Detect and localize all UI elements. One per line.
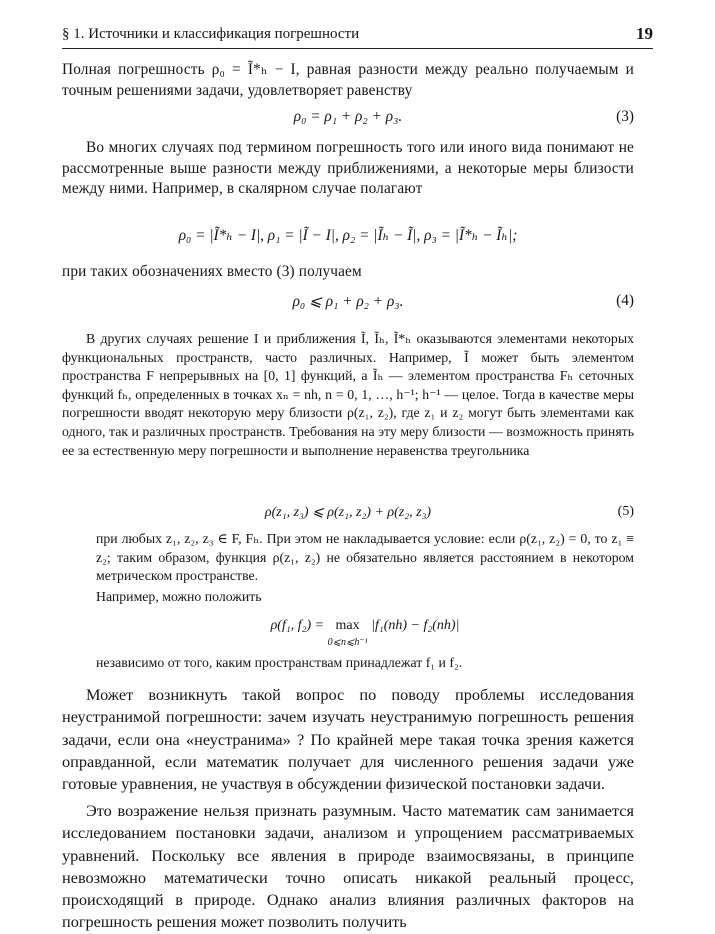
equation-5-formula: ρ(z₁, z₃) ⩽ ρ(z₁, z₂) + ρ(z₂, z₃) [264, 505, 432, 520]
paragraph-full-error: Полная погрешность ρ₀ = Ĩ*ₕ − I, равная разности между реально получаемым и точным решениями задачи, удовлетворяет равенству [62, 61, 634, 99]
paragraph-example: Например, можно положить [96, 589, 262, 604]
max-operator [328, 618, 368, 650]
equation-5 [62, 504, 634, 521]
equation-4 [62, 292, 634, 311]
paragraph-question: Может возникнуть такой вопрос по поводу проблемы исследования неустранимой погрешности: зачем изучать неустранимую погрешность решения задачи, если она «неустранима» ? По крайней мере такая точка зрения кажется оправданной, если математик получает для численного решения задачи уже готовые уравнения, не участвуя в обсуждении физической постановки задачи. [62, 685, 634, 794]
section-title: § 1. Источники и классификация погрешности [62, 26, 360, 42]
max-operator-range: 0⩽n⩽h⁻¹ [327, 637, 368, 648]
paragraph-objection: Это возражение нельзя признать разумным. Часто математик сам занимается исследованием постановки задачи, анализом и упрощением рассматриваемых уравнений. Поскольку все явления в природе взаимосвязаны, в принципе невозможно математически точно описать никакой реальный процесс, происходящий в природе. Однако анализ влияния различных факторов на погрешность решения может позволить получить [62, 801, 634, 932]
equation-max-left: ρ(f₁, f₂) = [270, 618, 328, 633]
paragraph-conditions: при любых z₁, z₂, z₃ ∈ F, Fₕ. При этом не накладывается условие: если ρ(z₁, z₂) = 0, то z₁ ≡ z₂; таким образом, функция ρ(z₁, z₂) не обязательно является расстоянием в некотором метрическом пространстве. [96, 531, 634, 584]
page-number: 19 [636, 24, 653, 43]
equation-max-right: |f₁(nh) − f₂(nh)| [367, 618, 460, 633]
equation-3-formula: ρ₀ = ρ₁ + ρ₂ + ρ₃. [293, 108, 403, 125]
equation-4-formula: ρ₀ ⩽ ρ₁ + ρ₂ + ρ₃. [292, 293, 404, 310]
paragraph-error-measures: Во многих случаях под термином погрешность того или иного вида понимают не рассмотренные выше разности между приближениями, а некоторые меры близости между ними. Например, в скалярном случае полагают [62, 139, 634, 198]
paragraph-independence: независимо от того, каким пространствам принадлежат f₁ и f₂. [96, 655, 463, 670]
equation-max [96, 618, 634, 650]
equation-absolute-values: ρ₀ = |Ĩ*ₕ − I|, ρ₁ = |Ĩ − I|, ρ₂ = |Ĩₕ − Ĩ|, ρ₃ = |Ĩ*ₕ − Ĩₕ|; [178, 227, 518, 244]
running-header [62, 26, 653, 49]
equation-4-label: (4) [616, 292, 634, 309]
equation-3-label: (3) [616, 108, 634, 125]
equation-3 [62, 108, 634, 126]
paragraph-functional-spaces: В других случаях решение I и приближения Ĩ, Ĩₕ, Ĩ*ₕ оказываются элементами некоторых функциональных пространств, часто различных. Например, Ĩ может быть элементом пространства F непрерывных на [0, 1] функций, а Ĩₕ — элементом пространства Fₕ сеточных функций fₕ, определенных в точках xₙ = nh, n = 0, 1, …, h⁻¹; h⁻¹ — целое. Тогда в качестве меры погрешности вводят некоторую меру близости ρ(z₁, z₂), где z₁ и z₂ могут быть элементами как одного, так и различных пространств. Требования на эту меру близости — возможность принять ее за естественную меру погрешности и выполнение неравенства треугольника [62, 331, 634, 458]
paragraph-notation: при таких обозначениях вместо (3) получаем [62, 263, 362, 280]
equation-5-label: (5) [617, 504, 634, 519]
max-operator-name: max [335, 618, 360, 633]
